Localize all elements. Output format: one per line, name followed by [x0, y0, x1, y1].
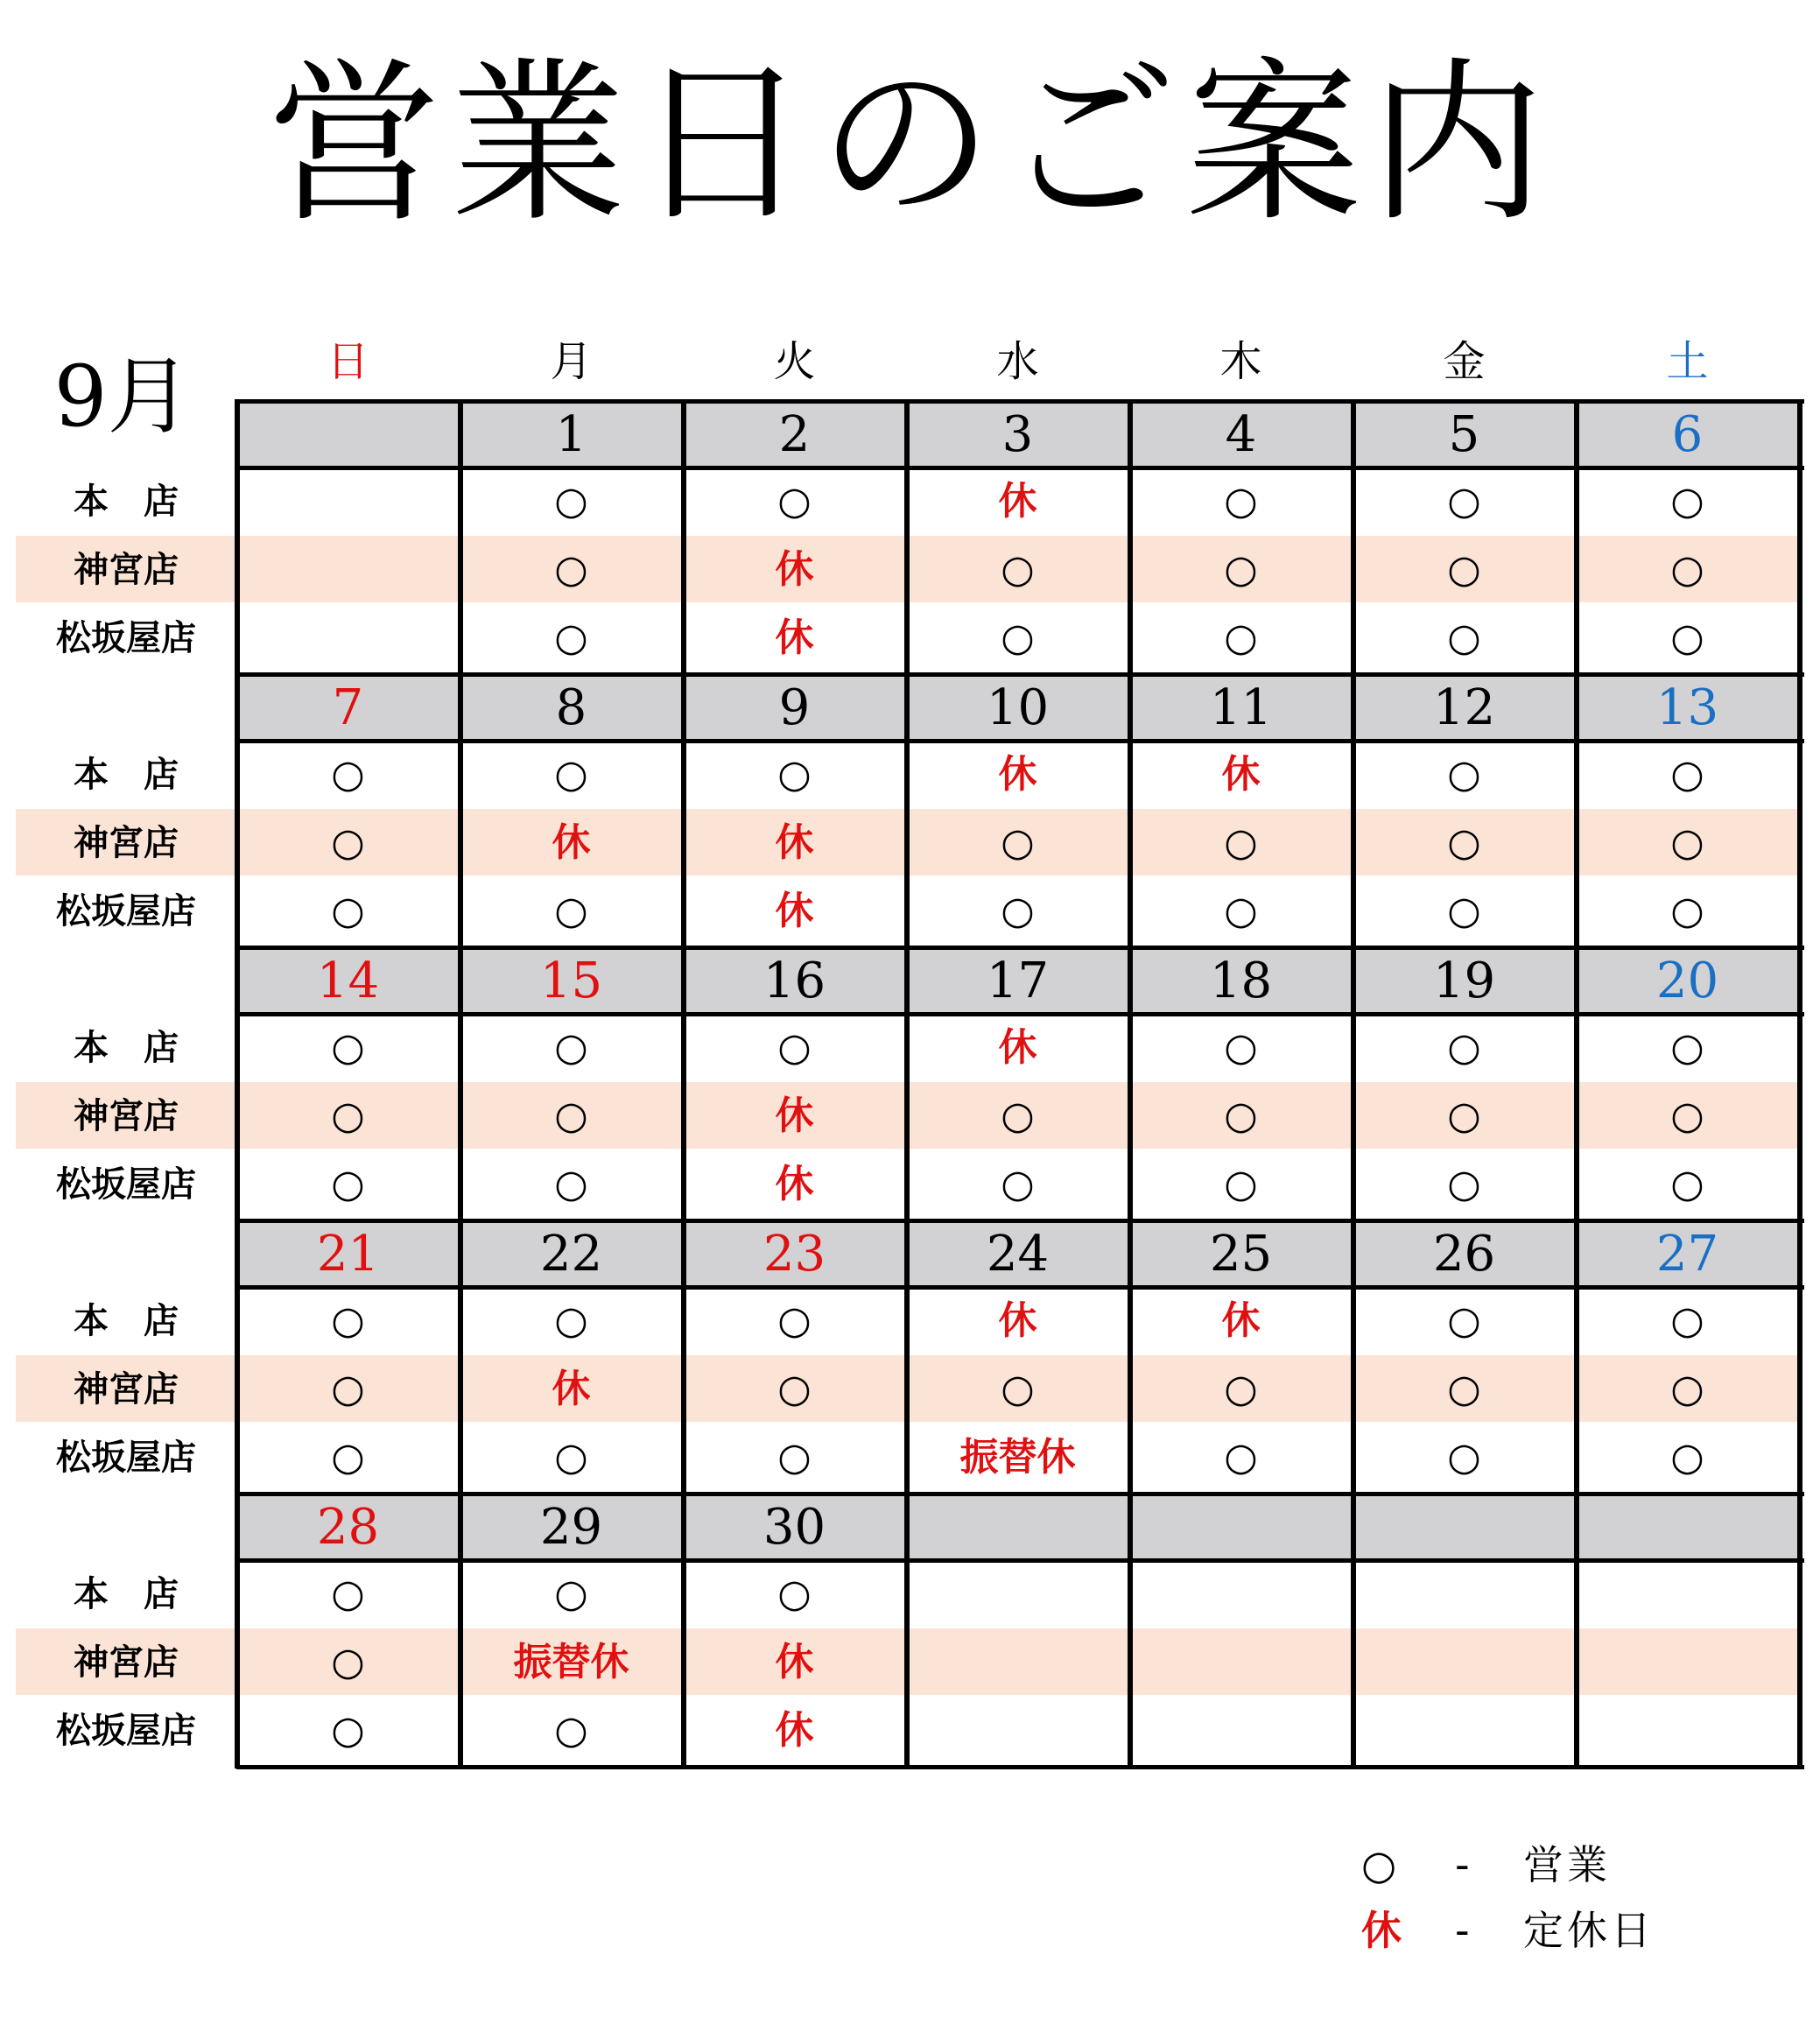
status-cell: ○: [1670, 1162, 1704, 1206]
header-divider: [236, 1285, 1804, 1290]
status-cell: 休: [998, 1025, 1037, 1070]
date-number: 16: [762, 953, 826, 1009]
status-cell: ○: [1670, 1093, 1704, 1138]
date-number: [236, 401, 460, 469]
weekday-3: 水: [996, 337, 1039, 386]
weekday-5: 金: [1443, 337, 1486, 386]
column-divider: [1574, 399, 1579, 1768]
status-cell: ○: [1224, 1435, 1258, 1480]
status-cell: ○: [1224, 1162, 1258, 1206]
date-number: 21: [316, 1226, 380, 1283]
status-cell: [1576, 1628, 1799, 1697]
status-cell: ○: [1001, 1162, 1035, 1206]
date-number: 14: [316, 953, 380, 1009]
date-number: 20: [1655, 953, 1719, 1009]
page-title: 営業日のご案内: [266, 42, 1554, 246]
status-cell: ○: [1224, 615, 1258, 660]
status-cell: ○: [1224, 1367, 1258, 1411]
status-cell: [1353, 1560, 1576, 1628]
status-cell: [1129, 1697, 1353, 1765]
status-cell: ○: [1001, 547, 1035, 592]
date-number: [1576, 1494, 1799, 1562]
store-label: 松坂屋店: [56, 1711, 196, 1751]
weekday-2: 火: [773, 337, 816, 386]
date-number: 25: [1209, 1226, 1273, 1283]
weekday-4: 木: [1219, 337, 1262, 386]
status-cell: ○: [554, 479, 588, 524]
store-label: 本 店: [74, 1574, 179, 1614]
date-number: [1353, 1494, 1576, 1562]
date-number: 13: [1655, 679, 1719, 736]
status-cell: ○: [554, 547, 588, 592]
week-divider: [236, 399, 1804, 404]
weekday-1: 月: [550, 337, 593, 386]
store-label: 本 店: [74, 1028, 179, 1068]
status-cell: ○: [1670, 1367, 1704, 1411]
store-label: 本 店: [74, 755, 179, 795]
status-cell: ○: [554, 1162, 588, 1206]
store-label: 神宮店: [74, 823, 179, 863]
status-cell: ○: [1001, 1367, 1035, 1411]
status-cell: ○: [1447, 1298, 1481, 1343]
status-cell: ○: [1224, 1093, 1258, 1138]
date-number: 15: [539, 953, 603, 1009]
store-label: 神宮店: [74, 550, 179, 590]
date-number: 12: [1432, 679, 1496, 736]
column-divider: [458, 399, 463, 1768]
grid-bottom-border: [236, 1765, 1804, 1769]
status-cell: ○: [554, 1571, 588, 1616]
status-cell: [1576, 1697, 1799, 1765]
date-number: [906, 1494, 1129, 1562]
legend-closed-symbol: 休: [1361, 1907, 1402, 1954]
date-number: 17: [986, 953, 1050, 1009]
status-cell: ○: [331, 1093, 365, 1138]
week-divider: [236, 1219, 1804, 1223]
column-divider: [1797, 399, 1802, 1768]
status-cell: ○: [1447, 1435, 1481, 1480]
status-cell: ○: [1447, 1093, 1481, 1138]
status-cell: 休: [775, 547, 814, 592]
column-divider: [1128, 399, 1133, 1768]
column-divider: [681, 399, 686, 1768]
status-cell: ○: [331, 1367, 365, 1411]
status-cell: [236, 468, 460, 536]
status-cell: ○: [777, 752, 812, 797]
status-cell: 振替休: [959, 1435, 1076, 1480]
date-number: 10: [986, 679, 1050, 736]
store-label: 松坂屋店: [56, 1164, 196, 1205]
column-divider: [1351, 399, 1356, 1768]
status-cell: ○: [554, 1708, 588, 1753]
status-cell: [906, 1697, 1129, 1765]
store-label: 神宮店: [74, 1642, 179, 1683]
status-cell: ○: [777, 1367, 812, 1411]
status-cell: [1129, 1628, 1353, 1697]
weekday-6: 土: [1666, 337, 1709, 386]
status-cell: ○: [331, 1435, 365, 1480]
date-number: 4: [1225, 406, 1257, 463]
column-divider: [235, 399, 240, 1768]
date-number: 8: [555, 679, 587, 736]
status-cell: ○: [331, 889, 365, 933]
status-cell: 休: [775, 615, 814, 660]
date-number: 22: [539, 1226, 603, 1283]
status-cell: 休: [775, 1093, 814, 1138]
status-cell: ○: [554, 889, 588, 933]
status-cell: ○: [331, 1162, 365, 1206]
status-cell: 休: [552, 1367, 591, 1411]
column-divider: [904, 399, 910, 1768]
month-label: 9月: [53, 348, 192, 446]
header-divider: [236, 1558, 1804, 1563]
legend-open-dash: -: [1455, 1841, 1470, 1888]
legend-open-label: 営業: [1523, 1841, 1611, 1888]
date-number: 27: [1655, 1226, 1719, 1283]
status-cell: ○: [331, 1571, 365, 1616]
date-number: 24: [986, 1226, 1050, 1283]
status-cell: ○: [1447, 479, 1481, 524]
status-cell: ○: [1224, 547, 1258, 592]
status-cell: ○: [1447, 1025, 1481, 1070]
status-cell: 休: [775, 1162, 814, 1206]
date-number: 2: [778, 406, 811, 463]
status-cell: ○: [1670, 752, 1704, 797]
store-label: 本 店: [74, 1301, 179, 1341]
status-cell: 休: [998, 1298, 1037, 1343]
status-cell: ○: [331, 1708, 365, 1753]
store-label: 神宮店: [74, 1369, 179, 1410]
store-label: 神宮店: [74, 1096, 179, 1136]
status-cell: 休: [775, 820, 814, 865]
status-cell: ○: [1670, 1025, 1704, 1070]
status-cell: 振替休: [513, 1640, 629, 1684]
status-cell: ○: [1670, 889, 1704, 933]
date-number: 6: [1671, 406, 1704, 463]
status-cell: ○: [1001, 1093, 1035, 1138]
status-cell: ○: [554, 1435, 588, 1480]
status-cell: ○: [1670, 1298, 1704, 1343]
status-cell: ○: [554, 1298, 588, 1343]
status-cell: ○: [1447, 1367, 1481, 1411]
status-cell: [1129, 1560, 1353, 1628]
status-cell: [1576, 1560, 1799, 1628]
date-number: 3: [1001, 406, 1034, 463]
status-cell: ○: [331, 820, 365, 865]
status-cell: ○: [1001, 820, 1035, 865]
legend-closed-dash: -: [1455, 1907, 1470, 1954]
status-cell: ○: [1670, 1435, 1704, 1480]
status-cell: ○: [777, 479, 812, 524]
status-cell: ○: [1224, 820, 1258, 865]
status-cell: ○: [1224, 889, 1258, 933]
status-cell: ○: [1447, 820, 1481, 865]
status-cell: 休: [552, 820, 591, 865]
status-cell: ○: [1447, 547, 1481, 592]
status-cell: [906, 1628, 1129, 1697]
legend-open-symbol: ○: [1361, 1841, 1397, 1888]
store-label: 本 店: [74, 482, 179, 522]
date-number: 5: [1448, 406, 1480, 463]
status-cell: ○: [554, 1093, 588, 1138]
header-divider: [236, 466, 1804, 470]
status-cell: ○: [1447, 752, 1481, 797]
status-cell: 休: [998, 479, 1037, 524]
date-number: 9: [778, 679, 811, 736]
date-number: [1129, 1494, 1353, 1562]
status-cell: ○: [1670, 547, 1704, 592]
status-cell: ○: [331, 1640, 365, 1684]
week-divider: [236, 946, 1804, 950]
header-divider: [236, 739, 1804, 743]
header-divider: [236, 1012, 1804, 1016]
status-cell: [906, 1560, 1129, 1628]
status-cell: ○: [331, 1298, 365, 1343]
status-cell: ○: [777, 1571, 812, 1616]
status-cell: 休: [1221, 1298, 1261, 1343]
week-divider: [236, 1492, 1804, 1496]
status-cell: ○: [554, 615, 588, 660]
date-number: 29: [539, 1499, 603, 1556]
status-cell: ○: [331, 1025, 365, 1070]
status-cell: [1353, 1628, 1576, 1697]
date-number: 7: [332, 679, 364, 736]
date-number: 30: [762, 1499, 826, 1556]
status-cell: ○: [554, 1025, 588, 1070]
status-cell: [1353, 1697, 1576, 1765]
date-number: 11: [1209, 679, 1273, 736]
legend-closed-label: 定休日: [1523, 1907, 1655, 1954]
status-cell: 休: [998, 752, 1037, 797]
status-cell: [236, 604, 460, 672]
date-number: 28: [316, 1499, 380, 1556]
status-cell: ○: [1224, 479, 1258, 524]
status-cell: ○: [1447, 615, 1481, 660]
status-cell: ○: [777, 1435, 812, 1480]
status-cell: ○: [1001, 615, 1035, 660]
date-number: 26: [1432, 1226, 1496, 1283]
date-number: 19: [1432, 953, 1496, 1009]
status-cell: ○: [777, 1298, 812, 1343]
status-cell: ○: [1447, 889, 1481, 933]
status-cell: ○: [1670, 479, 1704, 524]
store-label: 松坂屋店: [56, 1438, 196, 1478]
status-cell: ○: [554, 752, 588, 797]
status-cell: ○: [1670, 615, 1704, 660]
status-cell: ○: [1670, 820, 1704, 865]
status-cell: ○: [1224, 1025, 1258, 1070]
store-label: 松坂屋店: [56, 891, 196, 932]
weekday-0: 日: [327, 337, 369, 386]
date-number: 1: [555, 406, 587, 463]
status-cell: ○: [331, 752, 365, 797]
week-divider: [236, 672, 1804, 677]
date-number: 23: [762, 1226, 826, 1283]
status-cell: 休: [775, 889, 814, 933]
store-label: 松坂屋店: [56, 618, 196, 658]
status-cell: ○: [1447, 1162, 1481, 1206]
status-cell: [236, 536, 460, 604]
status-cell: 休: [1221, 752, 1261, 797]
date-number: 18: [1209, 953, 1273, 1009]
status-cell: ○: [1001, 889, 1035, 933]
status-cell: 休: [775, 1640, 814, 1684]
status-cell: 休: [775, 1708, 814, 1753]
status-cell: ○: [777, 1025, 812, 1070]
